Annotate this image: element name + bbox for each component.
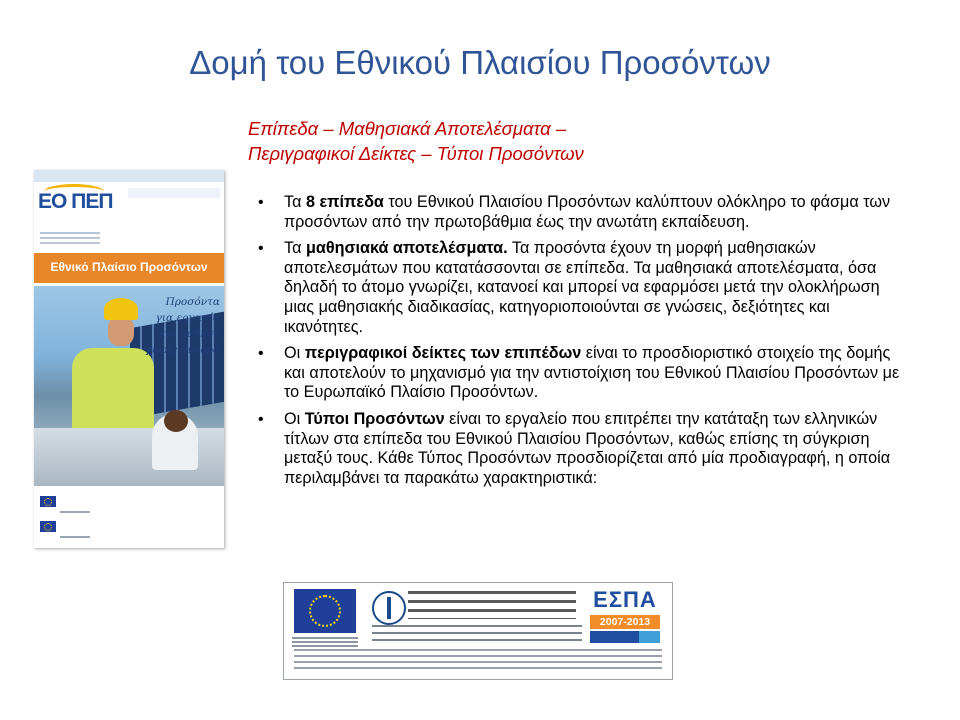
bullet-text-post: του Εθνικού Πλαισίου Προσόντων καλύπτουν ολόκληρο το φάσμα των προσόντων από την πρωτοβάθμια έως την ανωτάτη εκπαίδευση. <box>284 193 891 231</box>
logo-caption <box>60 536 90 538</box>
worker-figure <box>72 348 154 428</box>
worker-face <box>108 316 134 346</box>
slide-subtitle <box>248 116 808 166</box>
bullet-list <box>258 193 908 495</box>
brochure-caption-lines <box>40 232 100 247</box>
espa-strip <box>590 631 660 643</box>
ministry-name <box>372 625 582 643</box>
slogan-line: και μάθηση <box>158 328 220 340</box>
banner-fine-print <box>294 649 662 673</box>
program-title <box>408 591 576 619</box>
bullet-text-pre: Οι <box>284 344 305 363</box>
bullet-text-post: είναι το προσδιοριστικό στοιχείο της δομής και αποτελούν το μηχανισμό για την αντιστοίχιση του Εθνικού Πλαισίου Προσόντων με το Ευρωπαϊκό Πλαίσιο Προσόντων. <box>284 344 900 402</box>
slogan-line: Προσόντα <box>165 296 220 308</box>
bullet-text-pre: Οι <box>284 409 305 428</box>
bullet-text-bold: Τύποι Προσόντων <box>304 409 445 428</box>
brochure-website-strip <box>128 188 220 198</box>
eu-flag-icon <box>294 589 356 633</box>
eu-label <box>292 637 358 647</box>
bullet-item <box>258 239 908 337</box>
office-person-hair <box>164 410 188 432</box>
espa-logo <box>586 587 664 645</box>
subtitle-line-1: Επίπεδα – Μαθησιακά Αποτελέσματα – <box>248 118 567 139</box>
bullet-item <box>258 410 908 488</box>
bullet-item <box>258 193 908 232</box>
bullet-text-post: Τα προσόντα έχουν τη μορφή μαθησιακών αποτελεσμάτων που κατατάσσονται σε επίπεδα. Τα μαθησιακά αποτελέσματα, όσα δηλαδή το άτομο γνωρίζει, κατανοεί και μπορεί να εφαρμόσει μετά την ολοκλήρωση μιας μαθησιακής διαδικασίας, κατηγοριοποιούνται σε γνώσεις, δεξιότητες και ικανότητες. <box>284 239 880 336</box>
brochure-slogan <box>146 294 220 358</box>
brochure-title: Εθνικό Πλαίσιο Προσόντων <box>50 260 208 274</box>
bullet-text-post: είναι το εργαλείο που επιτρέπει την κατάταξη των ελληνικών τίτλων στα επίπεδα του Εθνικού Πλαισίου Προσόντων, καθώς επίσης τη σύγκριση μεταξύ τους. Κάθε Τύπος Προσόντων προσδιορίζεται από μία προδιαγραφή, η οποία περιλαμβάνει τα παρακάτω χαρακτηριστικά: <box>284 409 891 487</box>
subtitle-line-2: Περιγραφικοί Δείκτες – Τύποι Προσόντων <box>248 143 584 164</box>
espa-years: 2007-2013 <box>599 616 651 628</box>
eopep-logo: ΕΟ ΠΕΠ <box>38 190 113 213</box>
brochure-cover-image <box>34 170 224 548</box>
bullet-text-pre: Τα <box>284 193 306 211</box>
slogan-line: για εργασία <box>155 312 220 324</box>
bullet-item <box>258 344 908 403</box>
bullet-text-bold: περιγραφικοί δείκτες των επιπέδων <box>304 344 582 363</box>
logo-caption <box>60 511 90 513</box>
eu-flag-icon <box>40 521 56 532</box>
bullet-text-bold: 8 επίπεδα <box>305 193 384 211</box>
bullet-text-pre: Τα <box>284 239 306 258</box>
slogan-line: χωρίς σύνορα <box>146 344 220 356</box>
brochure-bottom-logos <box>40 496 100 546</box>
hard-hat-icon <box>104 298 138 320</box>
brochure-top-bar <box>34 170 224 182</box>
ministry-emblem-icon <box>372 591 406 625</box>
slide-title: Δομή του Εθνικού Πλαισίου Προσόντων <box>189 44 771 81</box>
cofunding-banner <box>283 582 673 680</box>
espa-wordmark: ΕΣΠΑ <box>593 587 657 612</box>
bullet-text-bold: μαθησιακά αποτελέσματα. <box>305 239 508 258</box>
eu-flag-icon <box>40 496 56 507</box>
